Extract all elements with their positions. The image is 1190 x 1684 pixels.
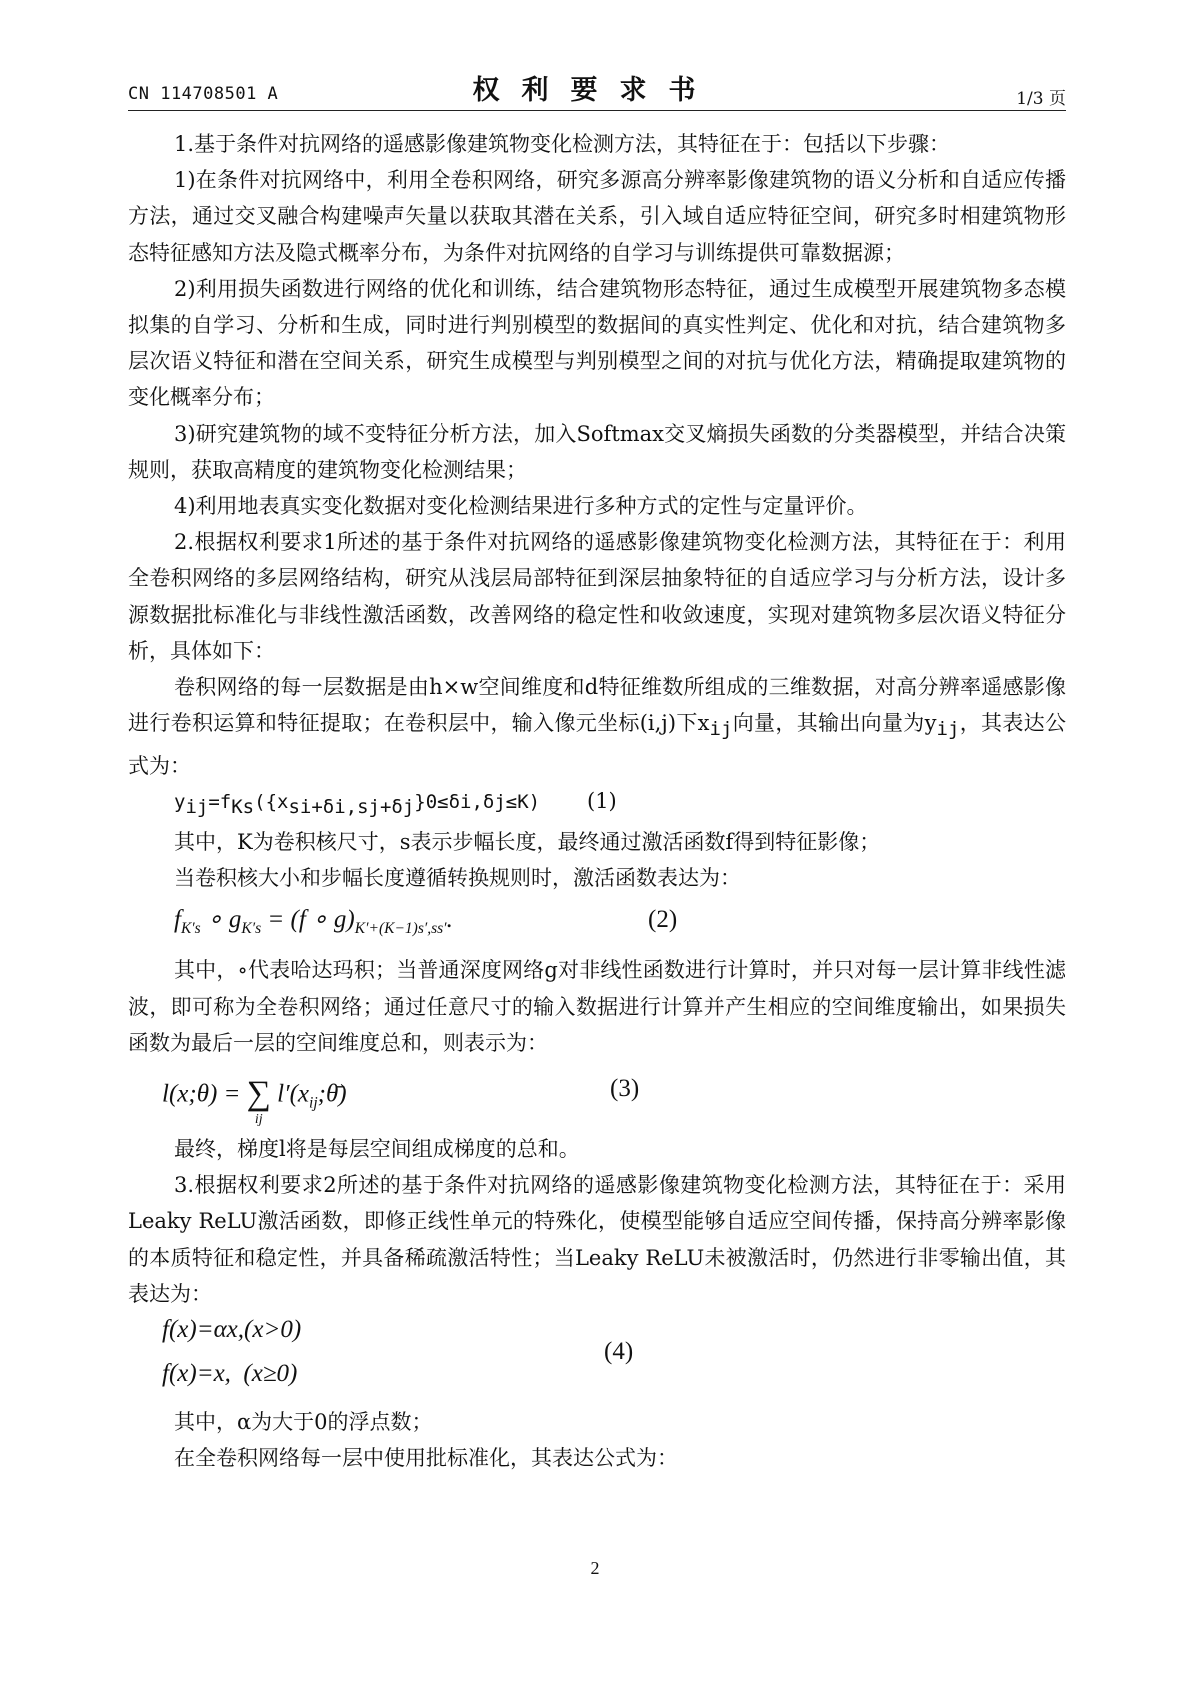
page-indicator: 1/3 页 (1016, 89, 1066, 109)
formula-3-number: (3) (610, 1075, 640, 1103)
page-number: 2 (590, 1558, 600, 1578)
formula-2-expression: $f_{K's}$ ∘ $g_{K's} = (f$ ∘ $g)_{K'+(K-1)s',ss'}$. (174, 906, 453, 938)
claim-3-paragraph-2: 其中，α为大于0的浮点数； (174, 1410, 433, 1435)
claim-2-paragraph-4: 其中，∘代表哈达玛积；当普通深度网络g对非线性函数进行计算时，并只对每一层计算非线性滤波，即可称为全卷积网络；通过任意尺寸的输入数据进行计算并产生相应的空间维度输出，如果损失函数为最后一层的空间维度总和，则表示为： (128, 958, 1066, 1055)
formula-1-number: (1) (587, 788, 617, 813)
claim-3-paragraph-3: 在全卷积网络每一层中使用批标准化，其表达公式为： (174, 1446, 678, 1471)
formula-4-line-2: f(x)=x, (x≥0) (162, 1360, 298, 1388)
formula-1: $y_{ij}=f_{Ks}(\{x_{si+\delta i,sj+\delta j}\}0\le\delta i,\delta j\le K)$ (1) (128, 784, 1066, 824)
header-divider (128, 110, 1066, 111)
formula-2-number: (2) (648, 906, 678, 934)
claim-2-paragraph-3: 当卷积核大小和步幅长度遵循转换规则时，激活函数表达为： (174, 866, 741, 891)
claim-2-paragraph-1: 卷积网络的每一层数据是由h×w空间维度和d特征维数所组成的三维数据，对高分辨率遥感影像进行卷积运算和特征提取；在卷积层中，输入像元坐标(i,j)下$x_{ij}$向量，其输出向量为$y_{ij}$，其表达公式为： (128, 675, 1067, 778)
claim-1-step-3: 3)研究建筑物的域不变特征分析方法，加入Softmax交叉熵损失函数的分类器模型，并结合决策规则，获取高精度的建筑物变化检测结果； (128, 421, 1066, 482)
claim-2-intro: 2.根据权利要求1所述的基于条件对抗网络的遥感影像建筑物变化检测方法，其特征在于：利用全卷积网络的多层网络结构，研究从浅层局部特征到深层抽象特征的自适应学习与分析方法，设计多源数据批标准化与非线性激活函数，改善网络的稳定性和收敛速度，实现对建筑物多层次语义特征分析，具体如下： (128, 530, 1066, 663)
claim-1-step-2: 2)利用损失函数进行网络的优化和训练，结合建筑物形态特征，通过生成模型开展建筑物多态模拟集的自学习、分析和生成，同时进行判别模型的数据间的真实性判定、优化和对抗，结合建筑物多层次语义特征和潜在空间关系，研究生成模型与判别模型之间的对抗与优化方法，精确提取建筑物的变化概率分布； (128, 276, 1066, 410)
page-title: 权利要求书 (472, 75, 718, 106)
claim-3-intro: 3.根据权利要求2所述的基于条件对抗网络的遥感影像建筑物变化检测方法，其特征在于：采用Leaky ReLU激活函数，即修正线性单元的特殊化，使模型能够自适应空间传播，保持高分辨率影像的本质特征和稳定性，并具备稀疏激活特性；当Leaky ReLU未被激活时，仍然进行非零输出值，其表达为： (128, 1173, 1066, 1306)
formula-2 (128, 896, 1066, 952)
claim-2-paragraph-2: 其中，K为卷积核尺寸，s表示步幅长度，最终通过激活函数f得到特征影像； (174, 830, 881, 855)
doc-number: CN 114708501 A (128, 84, 279, 104)
claims-body (128, 126, 1066, 1476)
claim-1-step-1: 1)在条件对抗网络中，利用全卷积网络，研究多源高分辨率影像建筑物的语义分析和自适应传播方法，通过交叉融合构建噪声矢量以获取其潜在关系，引入域自适应特征空间，研究多时相建筑物形态特征感知方法及隐式概率分布，为条件对抗网络的自学习与训练提供可靠数据源； (128, 168, 1066, 265)
claim-1-intro: 1.基于条件对抗网络的遥感影像建筑物变化检测方法，其特征在于：包括以下步骤： (174, 132, 951, 156)
claim-2-paragraph-5: 最终，梯度l将是每层空间组成梯度的总和。 (174, 1137, 580, 1162)
formula-4-line-1: f(x)=αx,(x>0) (162, 1316, 302, 1344)
claim-1-step-4: 4)利用地表真实变化数据对变化检测结果进行多种方式的定性与定量评价。 (174, 494, 868, 519)
formula-4 (128, 1312, 1066, 1404)
formula-3-expression: l(x;θ) = ∑ ij $l'(x_{ij};\thetā)$ (162, 1075, 347, 1128)
formula-4-number: (4) (604, 1338, 634, 1366)
formula-3 (128, 1061, 1066, 1131)
